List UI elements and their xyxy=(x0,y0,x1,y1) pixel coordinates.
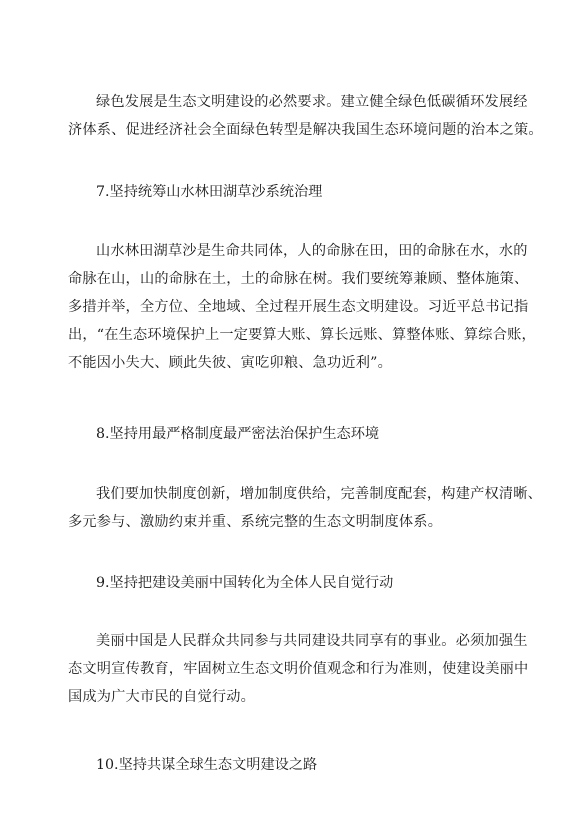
paragraph-line: 多元参与、激励约束并重、系统完整的生态文明制度体系。 xyxy=(68,514,443,530)
paragraph-ecosystem xyxy=(68,237,536,377)
paragraph-line: 我们要加快制度创新，增加制度供给，完善制度配套，构建产权清晰、 xyxy=(96,486,543,502)
paragraph-line: 国成为广大市民的自觉行动。 xyxy=(68,689,256,705)
section-heading-8: 8.坚持用最严格制度最严密法治保护生态环境 xyxy=(96,426,380,442)
paragraph-line: 多措并举，全方位、全地域、全过程开展生态文明建设。习近平总书记指 xyxy=(68,299,529,315)
paragraph-green-development xyxy=(68,88,543,144)
paragraph-institutions xyxy=(68,480,543,536)
section-heading-10: 10.坚持共谋全球生态文明建设之路 xyxy=(96,757,318,773)
section-heading-9: 9.坚持把建设美丽中国转化为全体人民自觉行动 xyxy=(96,575,394,591)
paragraph-line: 济体系、促进经济社会全面绿色转型是解决我国生态环境问题的治本之策。 xyxy=(68,122,543,138)
paragraph-beautiful-china xyxy=(68,627,529,711)
paragraph-line: 美丽中国是人民群众共同参与共同建设共同享有的事业。必须加强生 xyxy=(96,633,528,649)
paragraph-line: 出，“在生态环境保护上一定要算大账、算长远账、算整体账、算综合账， xyxy=(68,327,536,343)
paragraph-line: 山水林田湖草沙是生命共同体，人的命脉在田，田的命脉在水，水的 xyxy=(96,243,528,259)
paragraph-line: 不能因小失大、顾此失彼、寅吃卯粮、急功近利”。 xyxy=(68,355,392,371)
paragraph-line: 态文明宣传教育，牢固树立生态文明价值观念和行为准则，使建设美丽中 xyxy=(68,661,529,677)
paragraph-line: 绿色发展是生态文明建设的必然要求。建立健全绿色低碳循环发展经 xyxy=(96,94,528,110)
section-heading-7: 7.坚持统筹山水林田湖草沙系统治理 xyxy=(96,184,323,200)
paragraph-line: 命脉在山，山的命脉在土，土的命脉在树。我们要统筹兼顾、整体施策、 xyxy=(68,271,529,287)
